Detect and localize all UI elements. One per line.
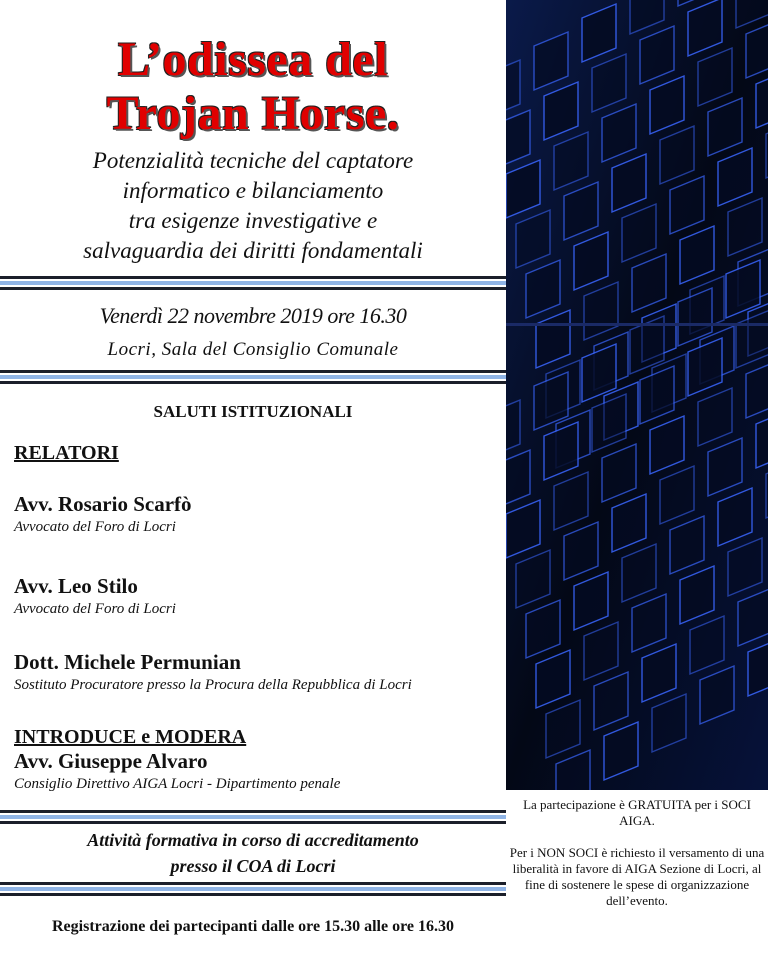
speaker (14, 650, 412, 694)
moderator (14, 726, 340, 793)
relatori-heading: RELATORI (14, 442, 119, 464)
moderator-heading: INTRODUCE e MODERA (14, 726, 247, 748)
speaker-role: Avvocato del Foro di Locri (14, 519, 176, 535)
subtitle-line: tra esigenze investigative e (128, 208, 378, 233)
speaker-name: Avv. Leo Stilo (14, 574, 138, 598)
moderator-role: Consiglio Direttivo AIGA Locri - Dipartimento penale (14, 776, 341, 792)
saluti-heading: SALUTI ISTITUZIONALI (153, 402, 353, 421)
registration-note: Registrazione dei partecipanti dalle ore 15.30 alle ore 16.30 (51, 918, 454, 935)
image-seam (506, 323, 768, 326)
non-member-text: Per i NON SOCI è richiesto il versamento di una liberalità in favore di AIGA Sezione di Locri, al fine di sostenere le spese di organizzazione dell’evento. (509, 845, 765, 908)
accreditation-note (0, 827, 506, 879)
flyer-image-column (506, 0, 768, 960)
divider (0, 370, 506, 384)
divider (0, 276, 506, 290)
title-line-2: Trojan Horse. (106, 87, 400, 140)
accreditation-line: Attività formativa in corso di accreditamento (87, 830, 419, 850)
subtitle-line: informatico e bilanciamento (122, 178, 384, 203)
free-participation-text: La partecipazione è GRATUITA per i SOCI AIGA. (523, 797, 751, 828)
subtitle (0, 146, 506, 266)
divider (0, 810, 506, 824)
event-place: Locri, Sala del Consiglio Comunale (107, 339, 399, 360)
speaker-role: Avvocato del Foro di Locri (14, 601, 176, 617)
subtitle-line: salvaguardia dei diritti fondamentali (83, 238, 423, 263)
subtitle-line: Potenzialità tecniche del captatore (92, 148, 414, 173)
event-date: Venerdì 22 novembre 2019 ore 16.30 (99, 303, 407, 328)
divider (0, 882, 506, 896)
title-line-1: L’odissea del (117, 33, 389, 86)
speaker (14, 492, 192, 536)
speaker (14, 574, 176, 618)
speaker-role: Sostituto Procuratore presso la Procura della Repubblica di Locri (14, 677, 412, 693)
accreditation-line: presso il COA di Locri (170, 856, 336, 876)
membership-note (506, 797, 768, 909)
moderator-name: Avv. Giuseppe Alvaro (14, 749, 208, 773)
keyboard-image (506, 0, 768, 790)
speaker-name: Avv. Rosario Scarfò (14, 492, 192, 516)
speaker-name: Dott. Michele Permunian (14, 650, 241, 674)
